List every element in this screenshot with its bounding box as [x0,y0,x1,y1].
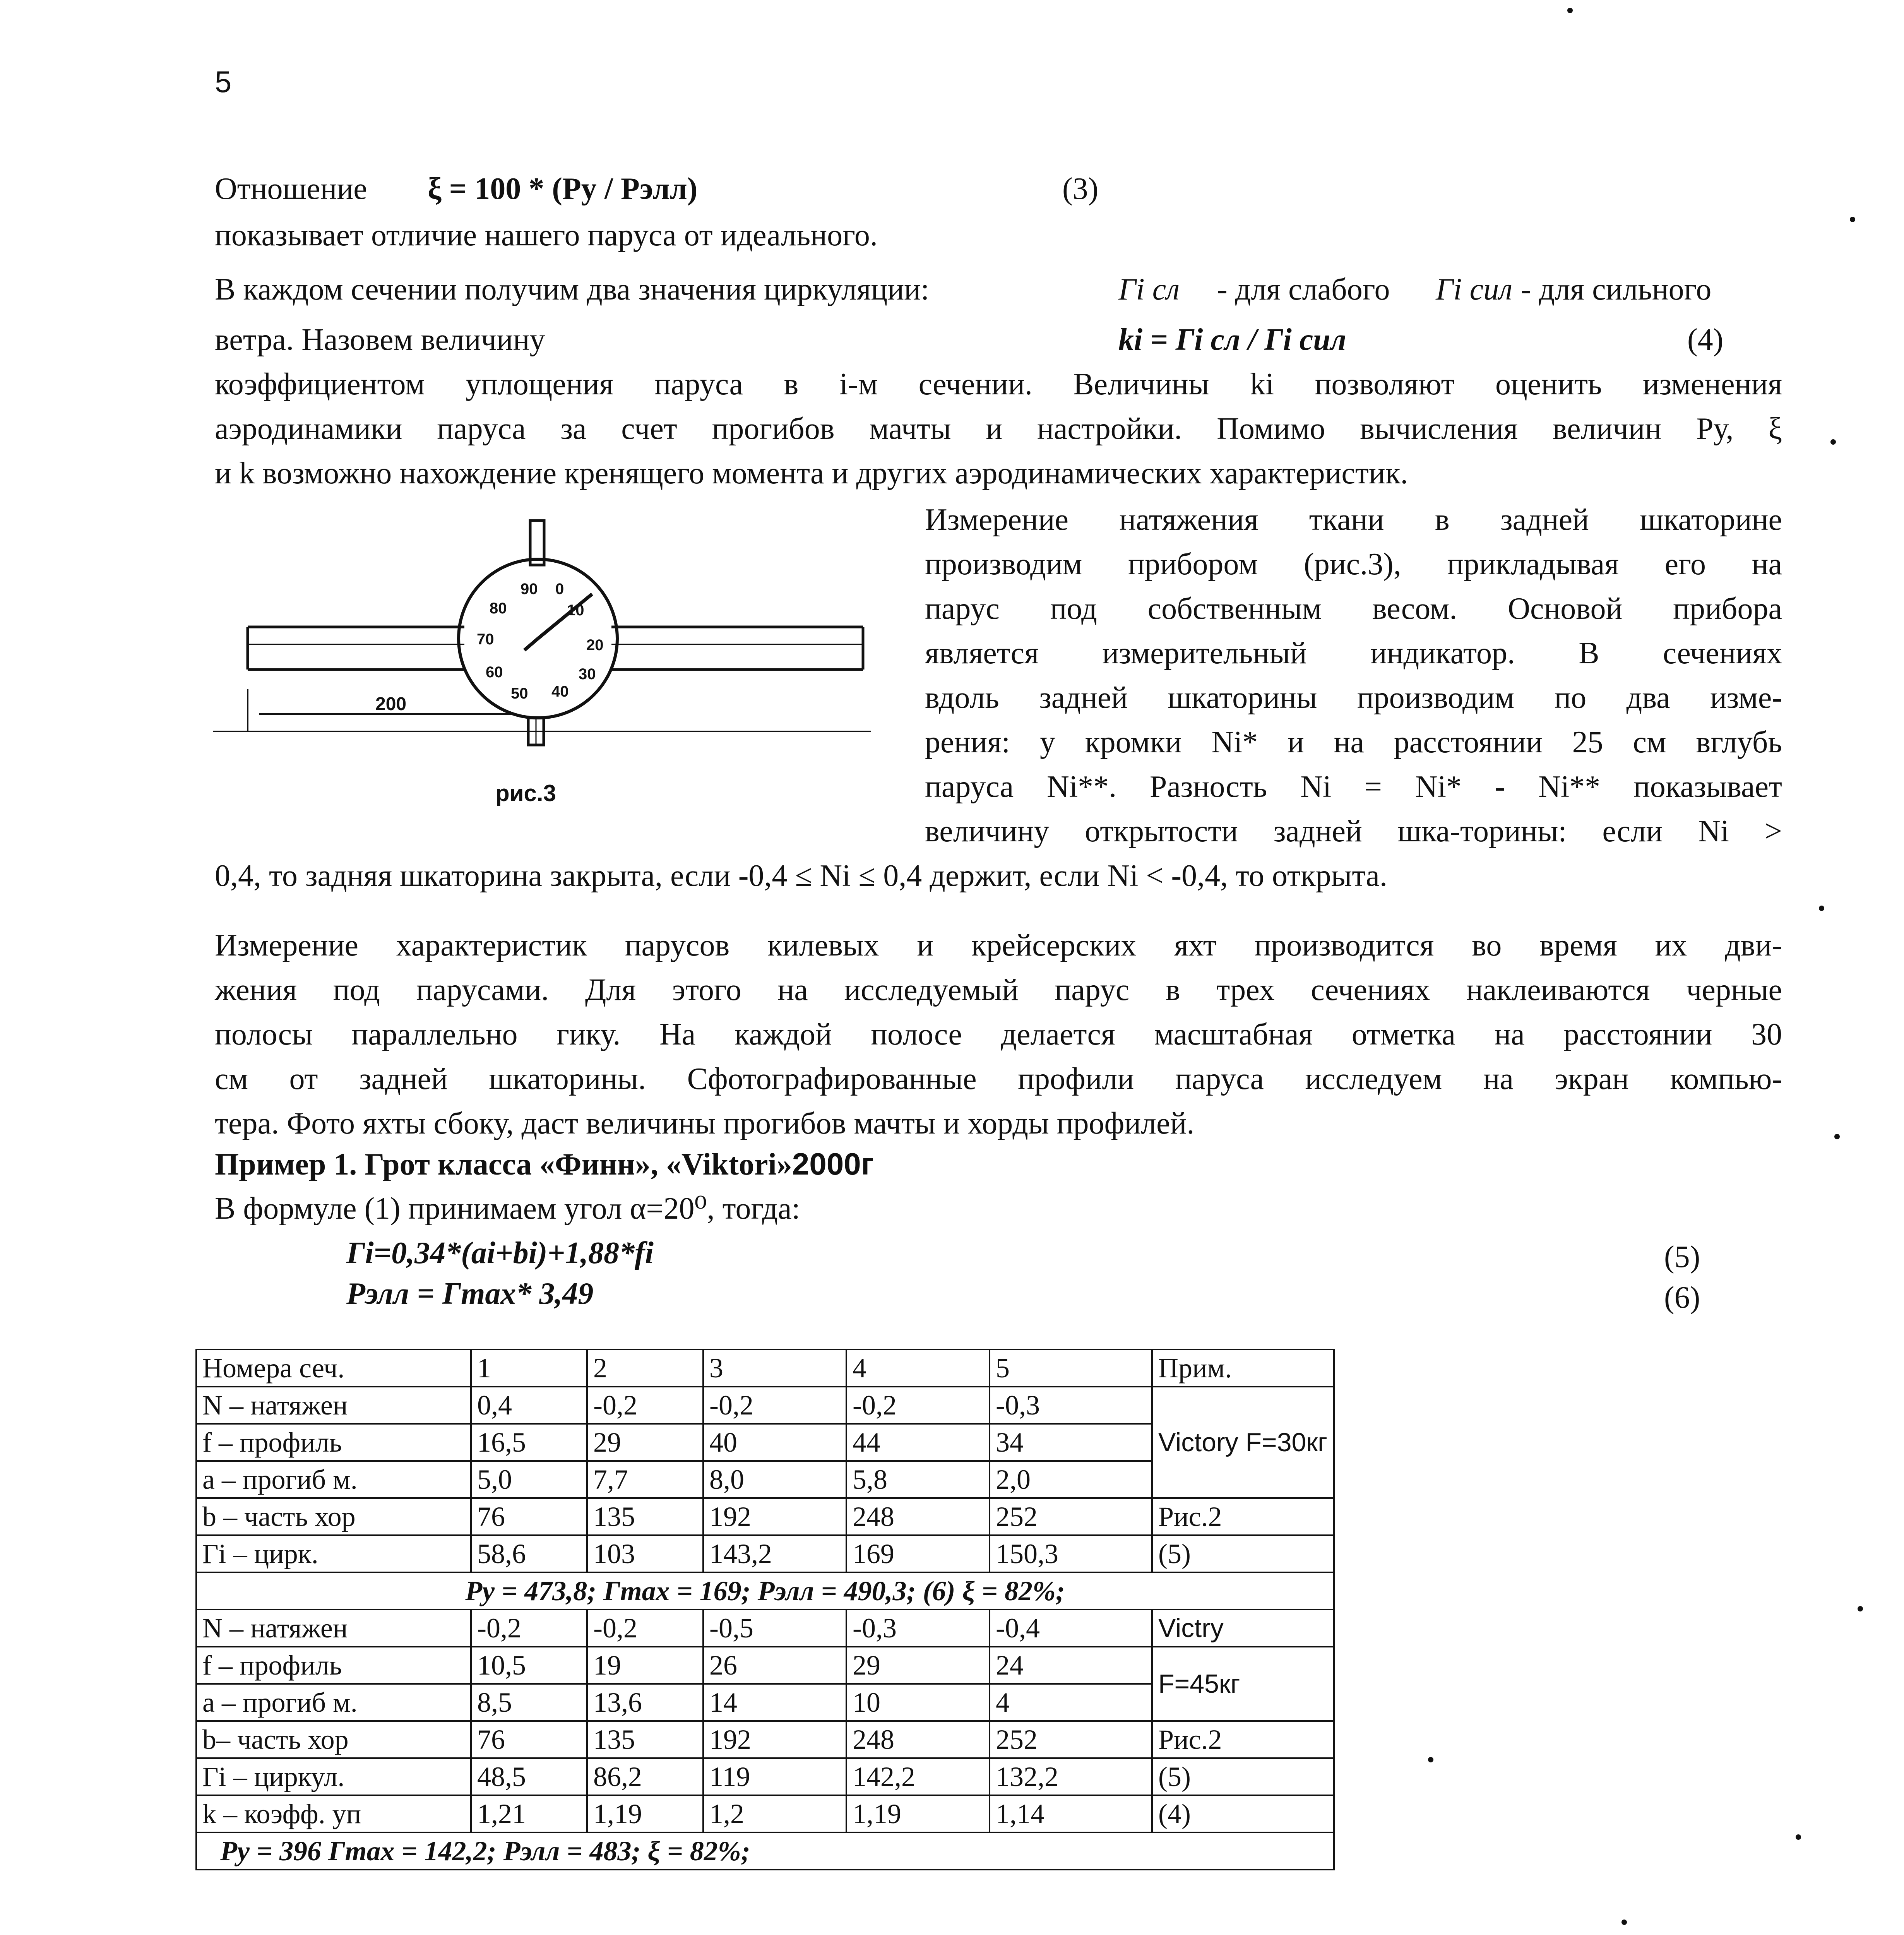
table-header-cell: 4 [846,1349,990,1387]
para2-line4: аэродинамики паруса за счет прогибов мачты и настройки. Помимо вычисления величин Pу, ξ [215,412,1782,446]
para2-line1-a: В каждом сечении получим два значения циркуляции: [215,272,930,307]
equation-3: ξ = 100 * (Pу / Pэлл) [428,172,698,206]
table-cell: N – натяжен [196,1387,471,1424]
scan-speck [1850,217,1855,222]
table-row [196,1721,1334,1758]
table-row [196,1758,1334,1795]
table-header-cell: 2 [587,1349,703,1387]
table-header-cell: 5 [990,1349,1152,1387]
para1-line2: показывает отличие нашего паруса от идеального. [215,218,878,252]
table-cell: 1,19 [587,1795,703,1832]
para4-line: полосы параллельно гику. На каждой полосе делается масштабная отметка на расстоянии 30 [215,1017,1782,1051]
table-cell: 58,6 [471,1535,587,1572]
table-cell: b– часть хор [196,1721,471,1758]
table-cell: 26 [703,1647,846,1684]
para4-line: Измерение характеристик парусов килевых и крейсерских яхт производится во время их дви- [215,928,1782,962]
table-row [196,1535,1334,1572]
table-cell: 1,19 [846,1795,990,1832]
table-cell: k – коэфф. уп [196,1795,471,1832]
table-cell: -0,3 [846,1610,990,1647]
table-cell: 13,6 [587,1684,703,1721]
table-cell: 119 [703,1758,846,1795]
scan-speck [1834,1134,1840,1139]
table-cell: 86,2 [587,1758,703,1795]
figure-3-dial-instrument [201,515,917,824]
equation-3-label: Отношение [215,172,367,206]
table-cell: 143,2 [703,1535,846,1572]
table-row [196,1387,1334,1424]
table-note-cell: Victory F=30кг [1152,1387,1334,1498]
scan-speck [1567,8,1573,13]
table-cell: -0,2 [471,1610,587,1647]
table-row [196,1647,1334,1684]
table-cell: 29 [846,1647,990,1684]
dial-mark: 10 [567,602,584,619]
dial-mark: 80 [490,600,507,617]
table-cell: -0,2 [846,1387,990,1424]
para3-last-line: 0,4, то задняя шкаторина закрыта, если -0,4 ≤ Ni ≤ 0,4 держит, если Ni < -0,4, то открыта. [215,859,1387,893]
scan-speck [1796,1834,1801,1840]
table-cell: 29 [587,1424,703,1461]
table-cell: 14 [703,1684,846,1721]
table-cell: b – часть хор [196,1498,471,1535]
para3-line: величину открытости задней шка-торины: если Ni > [925,814,1782,848]
table-cell: 4 [990,1684,1152,1721]
table-note-cell: F=45кг [1152,1647,1334,1721]
table-cell: 135 [587,1498,703,1535]
table-cell: 44 [846,1424,990,1461]
table-note-cell: (5) [1152,1535,1334,1572]
scan-speck [1830,439,1836,445]
table-summary-2: Pу = 396 Гmax = 142,2; Pэлл = 483; ξ = 82%; [196,1832,1334,1870]
scan-speck [1621,1920,1627,1925]
table-note-cell: Рис.2 [1152,1721,1334,1758]
table-cell: 7,7 [587,1461,703,1498]
table-cell: 135 [587,1721,703,1758]
table-cell: -0,4 [990,1610,1152,1647]
table-cell: 19 [587,1647,703,1684]
table-cell: 150,3 [990,1535,1152,1572]
para3-line: вдоль задней шкаторины производим по два изме- [925,681,1782,715]
para2-line1-b: - для слабого [1217,272,1390,307]
para3-line: рения: у кромки Ni* и на расстоянии 25 см вглубь [925,725,1782,759]
gamma-strong: Γi сил [1436,272,1513,307]
table-cell: 252 [990,1498,1152,1535]
dial-mark: 50 [511,685,528,702]
dial-mark: 0 [555,580,564,598]
table-cell: 142,2 [846,1758,990,1795]
para3-line: Измерение натяжения ткани в задней шкаторине [925,503,1782,537]
scan-speck [1428,1757,1433,1762]
table-cell: a – прогиб м. [196,1461,471,1498]
dial-mark: 40 [551,683,569,700]
para3-line: паруса Ni**. Разность Ni = Ni* - Ni** показывает [925,770,1782,804]
table-cell: Гi – цирк. [196,1535,471,1572]
example-heading-main: Пример 1. Грот класса «Финн», «Viktori» [215,1147,792,1182]
table-cell: 10,5 [471,1647,587,1684]
table-cell: 252 [990,1721,1152,1758]
table-header-cell: 3 [703,1349,846,1387]
table-cell: N – натяжен [196,1610,471,1647]
table-summary-row [196,1832,1334,1870]
table-cell: 0,4 [471,1387,587,1424]
table-row [196,1795,1334,1832]
para2-line2-a: ветра. Назовем величину [215,323,545,357]
para3-line: производим прибором (рис.3), прикладывая его на [925,547,1782,581]
dial-mark: 30 [579,666,596,683]
table-cell: 34 [990,1424,1152,1461]
formula-intro: В формуле (1) принимаем угол α=20⁰, тогда: [215,1192,800,1226]
table-row [196,1610,1334,1647]
para4-line: жения под парусами. Для этого на исследуемый парус в трех сечениях наклеиваются черные [215,973,1782,1007]
table-cell: 5,8 [846,1461,990,1498]
example-heading-year: 2000г [792,1147,874,1181]
para2-line3: коэффициентом уплощения паруса в i-м сечении. Величины ki позволяют оценить изменения [215,367,1782,401]
dimension-label: 200 [375,694,407,714]
table-cell: Гi – циркул. [196,1758,471,1795]
dial-mark: 20 [586,637,604,654]
table-cell: 2,0 [990,1461,1152,1498]
para3-line: парус под собственным весом. Основой прибора [925,592,1782,626]
page-number: 5 [215,65,232,99]
dial-mark: 90 [521,580,538,598]
table-cell: -0,2 [587,1387,703,1424]
table-cell: 5,0 [471,1461,587,1498]
scan-speck [1858,1606,1863,1611]
equation-4: ki = Γi сл / Γi сил [1118,323,1346,357]
para4-line: тера. Фото яхты сбоку, даст величины прогибов мачты и хорды профилей. [215,1106,1195,1140]
table-cell: 248 [846,1498,990,1535]
table-header-row [196,1349,1334,1387]
formula-5-number: (5) [1664,1240,1700,1274]
table-cell: 8,5 [471,1684,587,1721]
table-note-cell: Victry [1152,1610,1334,1647]
table-note-cell: (5) [1152,1758,1334,1795]
table-note-cell: (4) [1152,1795,1334,1832]
table-cell: 1,2 [703,1795,846,1832]
dial-mark: 70 [477,631,494,648]
sail-measurements-table [195,1349,1335,1870]
para2-line5: и k возможно нахождение кренящего момента и других аэродинамических характеристик. [215,456,1408,490]
table-cell: 192 [703,1498,846,1535]
para3-line: является измерительный индикатор. В сечениях [925,636,1782,670]
table-cell: 24 [990,1647,1152,1684]
table-note-cell: Рис.2 [1152,1498,1334,1535]
table-cell: -0,2 [703,1387,846,1424]
table-header-cell: 1 [471,1349,587,1387]
table-cell: -0,3 [990,1387,1152,1424]
example-heading [215,1146,874,1183]
table-cell: 8,0 [703,1461,846,1498]
para2-line1-c: - для сильного [1521,272,1712,307]
equation-3-number: (3) [1062,172,1099,206]
table-cell: 132,2 [990,1758,1152,1795]
table-cell: -0,2 [587,1610,703,1647]
table-cell: 169 [846,1535,990,1572]
scan-speck [1819,906,1824,911]
table-cell: 16,5 [471,1424,587,1461]
table-cell: f – профиль [196,1424,471,1461]
table-cell: 1,21 [471,1795,587,1832]
equation-4-number: (4) [1687,323,1724,357]
table-summary-row [196,1572,1334,1610]
formula-5: Гi=0,34*(ai+bi)+1,88*fi [346,1236,654,1270]
gamma-weak: Γi сл [1118,272,1180,307]
table-header-cell: Прим. [1152,1349,1334,1387]
figure-3-caption: рис.3 [495,780,556,806]
table-cell: 76 [471,1498,587,1535]
table-cell: 1,14 [990,1795,1152,1832]
table-cell: 103 [587,1535,703,1572]
table-cell: 10 [846,1684,990,1721]
table-cell: 76 [471,1721,587,1758]
formula-6-number: (6) [1664,1281,1700,1315]
table-cell: 248 [846,1721,990,1758]
table-row [196,1498,1334,1535]
table-cell: 40 [703,1424,846,1461]
table-header-cell: Номера сеч. [196,1349,471,1387]
table-cell: f – профиль [196,1647,471,1684]
table-cell: 192 [703,1721,846,1758]
dial-mark: 60 [486,664,503,681]
table-cell: 48,5 [471,1758,587,1795]
formula-6: Рэлл = Гmax* 3,49 [346,1277,594,1311]
table-cell: a – прогиб м. [196,1684,471,1721]
table-cell: -0,5 [703,1610,846,1647]
para4-line: см от задней шкаторины. Сфотографированные профили паруса исследуем на экран компью- [215,1062,1782,1096]
table-summary-1: Pу = 473,8; Гmax = 169; Pэлл = 490,3; (6) ξ = 82%; [196,1572,1334,1610]
